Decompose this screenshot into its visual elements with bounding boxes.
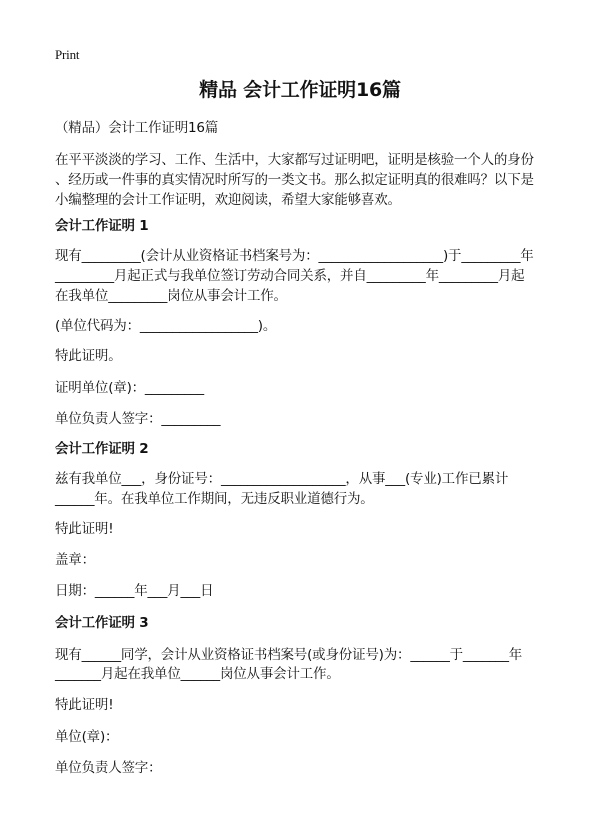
body-line: 日期：______年___月___日 <box>55 583 214 599</box>
body-line: 现有______同学，会计从业资格证书档案号(或身份证号)为：______于_______年 <box>55 647 523 663</box>
body-line: (单位代码为：__________________)。 <box>55 318 277 334</box>
body-line: _________月起正式与我单位签订劳动合同关系，并自_________年_________月起 <box>55 268 525 284</box>
body-line: 兹有我单位___，身份证号：___________________，从事___(专业)工作已累计 <box>55 471 509 487</box>
subtitle: （精品）会计工作证明16篇 <box>55 120 219 136</box>
intro-line: 在平平淡淡的学习、工作、生活中，大家都写过证明吧，证明是核验一个人的身份 <box>55 152 534 168</box>
body-line: 单位(章)： <box>55 729 119 745</box>
body-line: 单位负责人签字：_________ <box>55 411 221 427</box>
body-line: 盖章： <box>55 552 95 568</box>
body-line: 现有_________(会计从业资格证书档案号为：___________________)于_________年 <box>55 248 534 264</box>
section-heading: 会计工作证明 1 <box>55 218 149 234</box>
intro-line: 小编整理的会计工作证明，欢迎阅读，希望大家能够喜欢。 <box>55 192 401 208</box>
body-line: 在我单位_________岗位从事会计工作。 <box>55 288 287 304</box>
intro-line: 、经历或一件事的真实情况时所写的一类文书。那么拟定证明真的很难吗？以下是 <box>55 172 534 188</box>
print-link[interactable]: Print <box>55 47 80 62</box>
body-line: 单位负责人签字： <box>55 760 162 776</box>
body-line: 特此证明! <box>55 697 114 713</box>
body-line: 特此证明。 <box>55 348 122 364</box>
page-title: 精品 会计工作证明16篇 <box>199 79 401 101</box>
section-heading: 会计工作证明 2 <box>55 441 149 457</box>
body-line: 证明单位(章)：_________ <box>55 380 204 396</box>
body-line: 特此证明! <box>55 521 114 537</box>
section-heading: 会计工作证明 3 <box>55 615 149 631</box>
body-line: ______年。在我单位工作期间，无违反职业道德行为。 <box>55 491 374 507</box>
body-line: _______月起在我单位______岗位从事会计工作。 <box>55 666 340 682</box>
